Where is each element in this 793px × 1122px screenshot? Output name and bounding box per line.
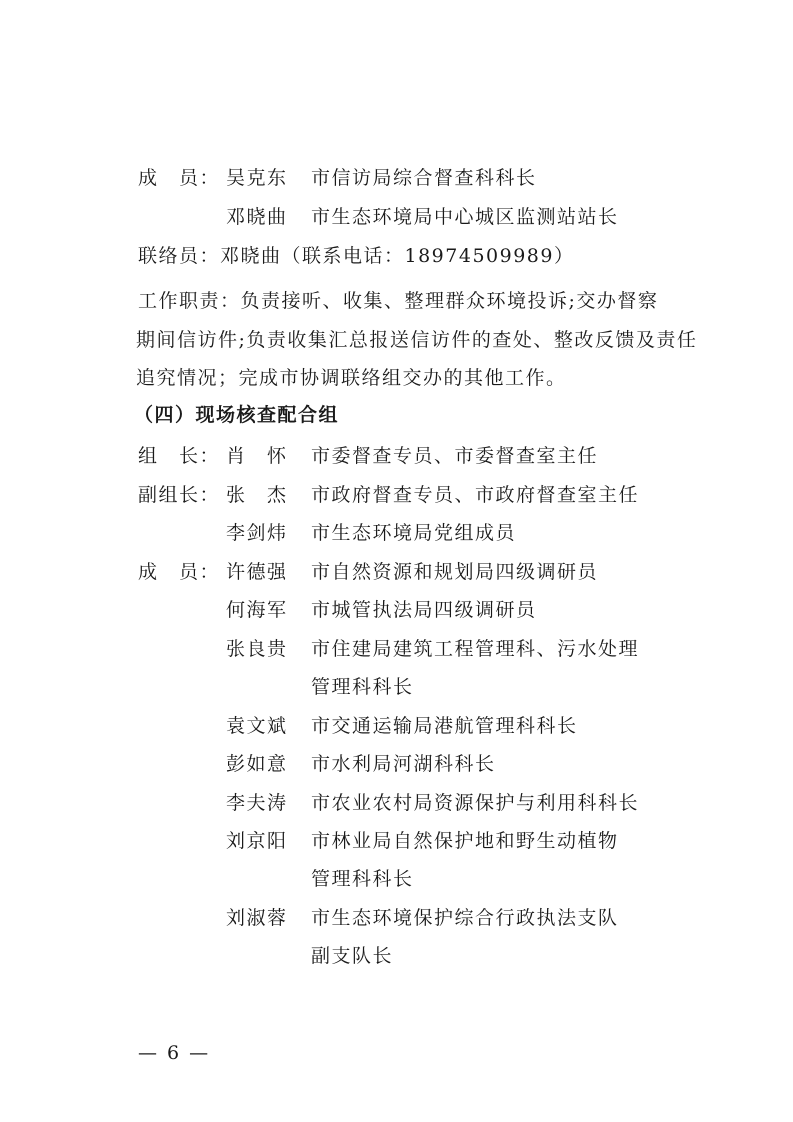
member-name: 彭如意 [226, 753, 288, 775]
member-title: 市住建局建筑工程管理科、污水处理 [311, 638, 640, 660]
member-title-cont: 管理科科长 [311, 676, 414, 698]
member-name: 袁文斌 [226, 715, 288, 737]
member-name: 李夫涛 [226, 792, 288, 814]
member-title: 市交通运输局港航管理科科长 [311, 715, 578, 737]
member-title-cont: 管理科科长 [311, 868, 414, 890]
duties-line-2: 期间信访件;负责收集汇总报送信访件的查处、整改反馈及责任 [136, 329, 698, 351]
member-name: 许德强 [226, 561, 288, 583]
leader-label: 组 长： [138, 445, 221, 467]
deputy-name: 张 杰 [226, 484, 288, 506]
liaison-line: 联络员：邓晓曲（联系电话：18974509989） [138, 245, 575, 267]
member-name: 邓晓曲 [226, 206, 288, 228]
deputy-name: 李剑炜 [226, 522, 288, 544]
member-title: 市生态环境局中心城区监测站站长 [311, 206, 619, 228]
member-name: 何海军 [226, 599, 288, 621]
member-name: 张良贵 [226, 638, 288, 660]
members-label: 成 员： [138, 561, 221, 583]
page-number: — 6 — [138, 1042, 211, 1064]
deputy-title: 市生态环境局党组成员 [311, 522, 517, 544]
member-title: 市城管执法局四级调研员 [311, 599, 537, 621]
duties-line-1: 工作职责：负责接听、收集、整理群众环境投诉;交办督察 [138, 290, 659, 312]
section-heading: （四）现场核查配合组 [134, 404, 340, 426]
member-title: 市水利局河湖科科长 [311, 753, 496, 775]
member-title: 市自然资源和规划局四级调研员 [311, 561, 599, 583]
member-name: 刘淑蓉 [226, 907, 288, 929]
duties-line-3: 追究情况；完成市协调联络组交办的其他工作。 [136, 367, 567, 389]
member-name: 吴克东 [226, 167, 288, 189]
member-title: 市生态环境保护综合行政执法支队 [311, 907, 619, 929]
member-title-cont: 副支队长 [311, 945, 394, 967]
member-name: 刘京阳 [226, 830, 288, 852]
member-title: 市农业农村局资源保护与利用科科长 [311, 792, 640, 814]
member-title: 市林业局自然保护地和野生动植物 [311, 830, 619, 852]
leader-name: 肖 怀 [226, 445, 288, 467]
member-title: 市信访局综合督查科科长 [311, 167, 537, 189]
deputy-label: 副组长： [138, 484, 221, 506]
leader-title: 市委督查专员、市委督查室主任 [311, 445, 599, 467]
deputy-title: 市政府督查专员、市政府督查室主任 [311, 484, 640, 506]
members-label: 成 员： [138, 167, 221, 189]
